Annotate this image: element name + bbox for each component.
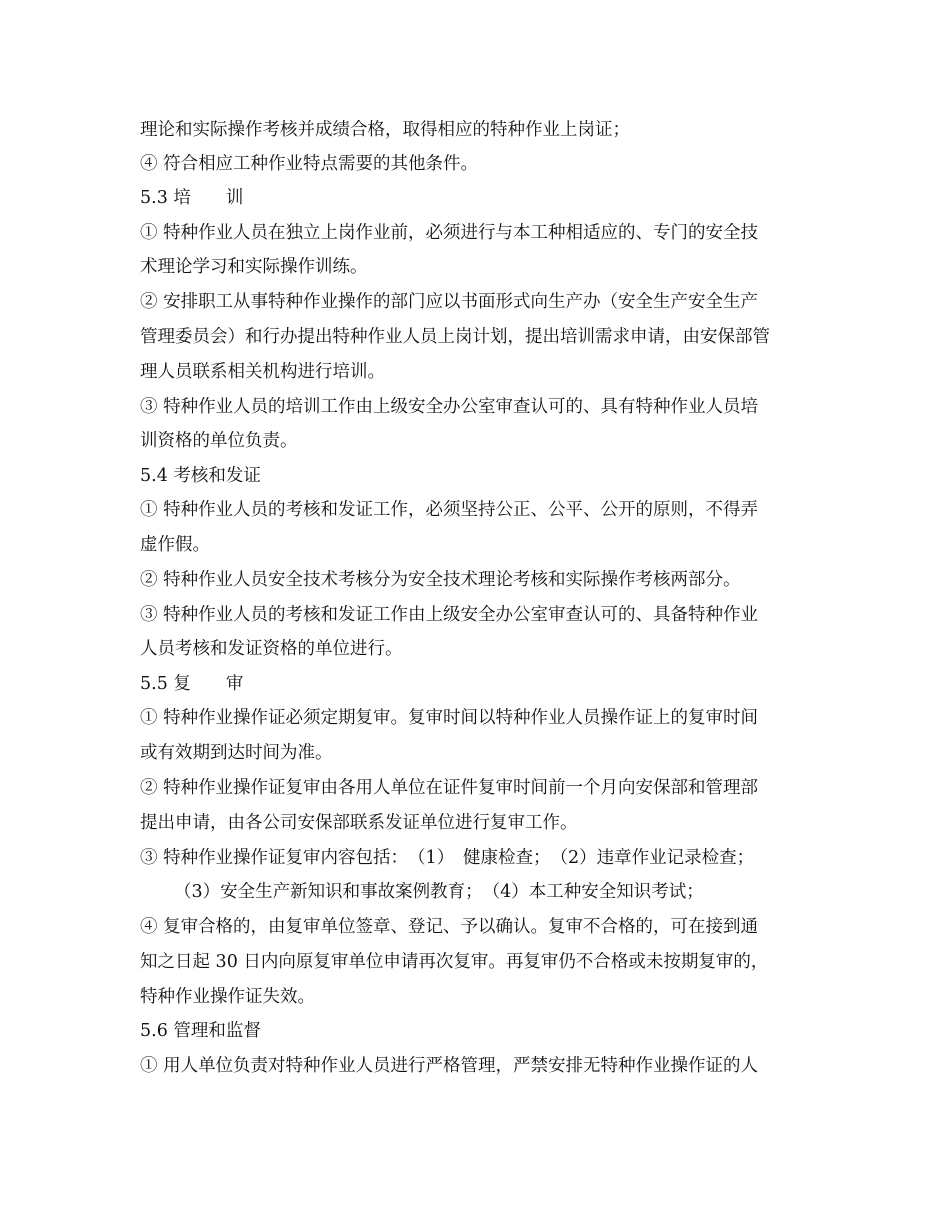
paragraph-line: 理论和实际操作考核并成绩合格，取得相应的特种作业上岗证； [140, 120, 630, 140]
list-item-1: ① 用人单位负责对特种作业人员进行严格管理，严禁安排无特种作业操作证的人 [140, 1056, 759, 1076]
list-item-4: ④ 复审合格的，由复审单位签章、登记、予以确认。复审不合格的，可在接到通 [140, 917, 759, 937]
list-item-3: ③ 特种作业人员的考核和发证工作由上级安全办公室审查认可的、具备特种作业 [140, 605, 759, 625]
paragraph-line: 训资格的单位负责。 [140, 431, 298, 451]
paragraph-line: 人员考核和发证资格的单位进行。 [140, 639, 403, 659]
section-heading-5-5: 5.5 复 审 [140, 674, 244, 694]
paragraph-line: 术理论学习和实际操作训练。 [140, 257, 368, 277]
paragraph-line: 知之日起 30 日内向原复审单位申请再次复审。再复审仍不合格或未按期复审的， [140, 952, 769, 972]
paragraph-line: 特种作业操作证失效。 [140, 987, 315, 1007]
list-item-3: ③ 特种作业操作证复审内容包括： （1） 健康检查； （2）违章作业记录检查； [140, 848, 755, 868]
list-item-1: ① 特种作业人员的考核和发证工作，必须坚持公正、公平、公开的原则，不得弄 [140, 500, 759, 520]
list-item-2: ② 特种作业操作证复审由各用人单位在证件复审时间前一个月向安保部和管理部 [140, 778, 759, 798]
list-item-1: ① 特种作业人员在独立上岗作业前，必须进行与本工种相适应的、专门的安全技 [140, 223, 759, 243]
section-heading-5-3: 5.3 培 训 [140, 188, 244, 208]
paragraph-line: 管理委员会）和行办提出特种作业人员上岗计划，提出培训需求申请，由安保部管 [140, 327, 770, 347]
list-item-2: ② 安排职工从事特种作业操作的部门应以书面形式向生产办（安全生产安全生产 [140, 292, 759, 312]
section-heading-5-6: 5.6 管理和监督 [140, 1021, 261, 1041]
paragraph-line: 理人员联系相关机构进行培训。 [140, 362, 385, 382]
list-item-4: ④ 符合相应工种作业特点需要的其他条件。 [140, 154, 479, 174]
paragraph-line: 或有效期到达时间为准。 [140, 743, 333, 763]
list-item-1: ① 特种作业操作证必须定期复审。复审时间以特种作业人员操作证上的复审时间 [140, 708, 759, 728]
paragraph-line: 虚作假。 [140, 535, 210, 555]
section-heading-5-4: 5.4 考核和发证 [140, 466, 261, 486]
list-item-3: ③ 特种作业人员的培训工作由上级安全办公室审查认可的、具有特种作业人员培 [140, 397, 759, 417]
paragraph-line: 提出申请，由各公司安保部联系发证单位进行复审工作。 [140, 813, 578, 833]
list-item-2: ② 特种作业人员安全技术考核分为安全技术理论考核和实际操作考核两部分。 [140, 570, 741, 590]
paragraph-line-indented: （3）安全生产新知识和事故案例教育； （4）本工种安全知识考试； [174, 882, 704, 902]
